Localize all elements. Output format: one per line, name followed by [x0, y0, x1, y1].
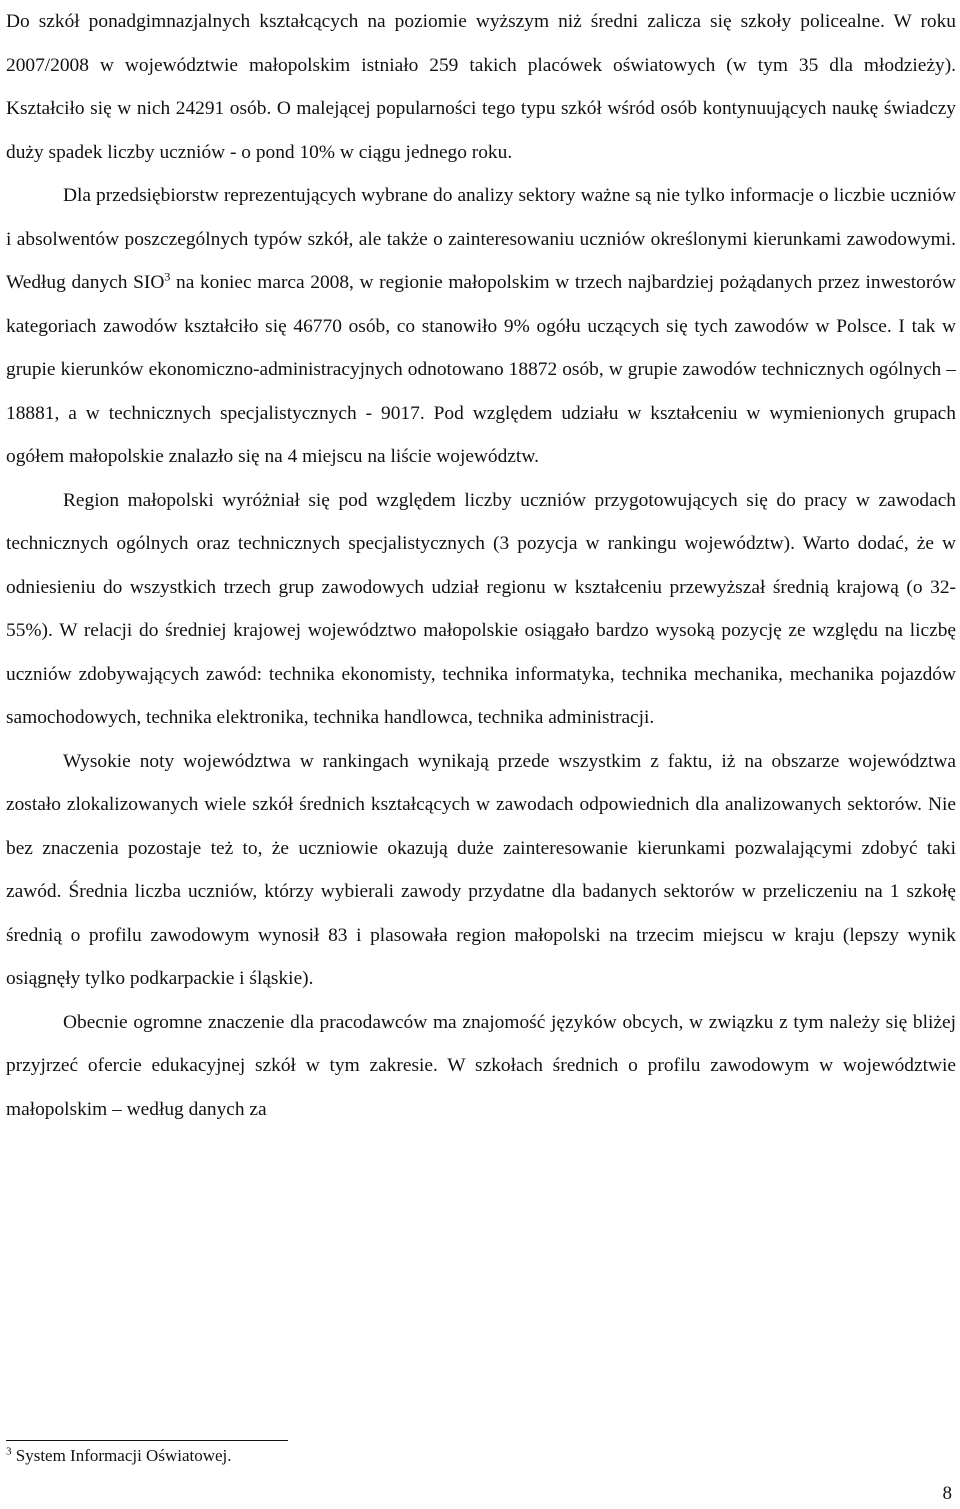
paragraph-2-text-a: Dla przedsiębiorstw reprezentujących wybrane do analizy sektory ważne są nie tylko informacje o liczbie uczniów i absolwentów poszczególnych typów szkół, ale także o zainteresowaniu uczniów określonymi kierunkami zawodowymi. Według danych SIO	[6, 185, 956, 293]
footnote-number: 3	[6, 1445, 12, 1458]
paragraph-5: Obecnie ogromne znaczenie dla pracodawców ma znajomość języków obcych, w związku z tym należy się bliżej przyjrzeć ofercie edukacyjnej szkół w tym zakresie. W szkołach średnich o profilu zawodowym w województwie małopolskim – według danych za	[6, 1011, 956, 1120]
paragraph-2	[6, 174, 956, 479]
footnote-text: System Informacji Oświatowej.	[11, 1446, 232, 1465]
paragraph-2-text-b: na koniec marca 2008, w regionie małopolskim w trzech najbardziej pożądanych przez inwestorów kategoriach zawodów kształciło się 46770 osób, co stanowiło 9% ogółu uczących się tych zawodów w Polsce. I tak w grupie kierunków ekonomiczno-administracyjnych odnotowano 18872 osób, w grupie zawodów technicznych ogólnych – 18881, a w technicznych specjalistycznych - 9017. Pod względem udziału w kształceniu w wymienionych grupach ogółem małopolskie znalazło się na 4 miejscu na liście województw.	[6, 272, 956, 467]
document-body	[6, 0, 956, 1131]
page-number: 8	[942, 1483, 952, 1504]
document-page	[6, 0, 956, 1131]
footnote-reference: 3	[164, 269, 171, 284]
footnote	[6, 1441, 232, 1471]
paragraph-4: Wysokie noty województwa w rankingach wynikają przede wszystkim z faktu, iż na obszarze województwa zostało zlokalizowanych wiele szkół średnich kształcących w zawodach odpowiednich dla analizowanych sektorów. Nie bez znaczenia pozostaje też to, że uczniowie okazują duże zainteresowanie kierunkami pozwalającymi zdobyć taki zawód. Średnia liczba uczniów, którzy wybierali zawody przydatne dla badanych sektorów w przeliczeniu na 1 szkołę średnią o profilu zawodowym wynosił 83 i plasowała region małopolski na trzecim miejscu w kraju (lepszy wynik osiągnęły tylko podkarpackie i śląskie).	[6, 750, 956, 989]
paragraph-1: Do szkół ponadgimnazjalnych kształcących na poziomie wyższym niż średni zalicza się szkoły policealne. W roku 2007/2008 w województwie małopolskim istniało 259 takich placówek oświatowych (w tym 35 dla młodzieży). Kształciło się w nich 24291 osób. O malejącej popularności tego typu szkół wśród osób kontynuujących naukę świadczy duży spadek liczby uczniów - o pond 10% w ciągu jednego roku.	[6, 11, 956, 163]
paragraph-3: Region małopolski wyróżniał się pod względem liczby uczniów przygotowujących się do pracy w zawodach technicznych ogólnych oraz technicznych specjalistycznych (3 pozycja w rankingu województw). Warto dodać, że w odniesieniu do wszystkich trzech grup zawodowych udział regionu w kształceniu przewyższał średnią krajową (o 32-55%). W relacji do średniej krajowej województwo małopolskie osiągało bardzo wysoką pozycję ze względu na liczbę uczniów zdobywających zawód: technika ekonomisty, technika informatyka, technika mechanika, mechanika pojazdów samochodowych, technika elektronika, technika handlowca, technika administracji.	[6, 489, 956, 728]
